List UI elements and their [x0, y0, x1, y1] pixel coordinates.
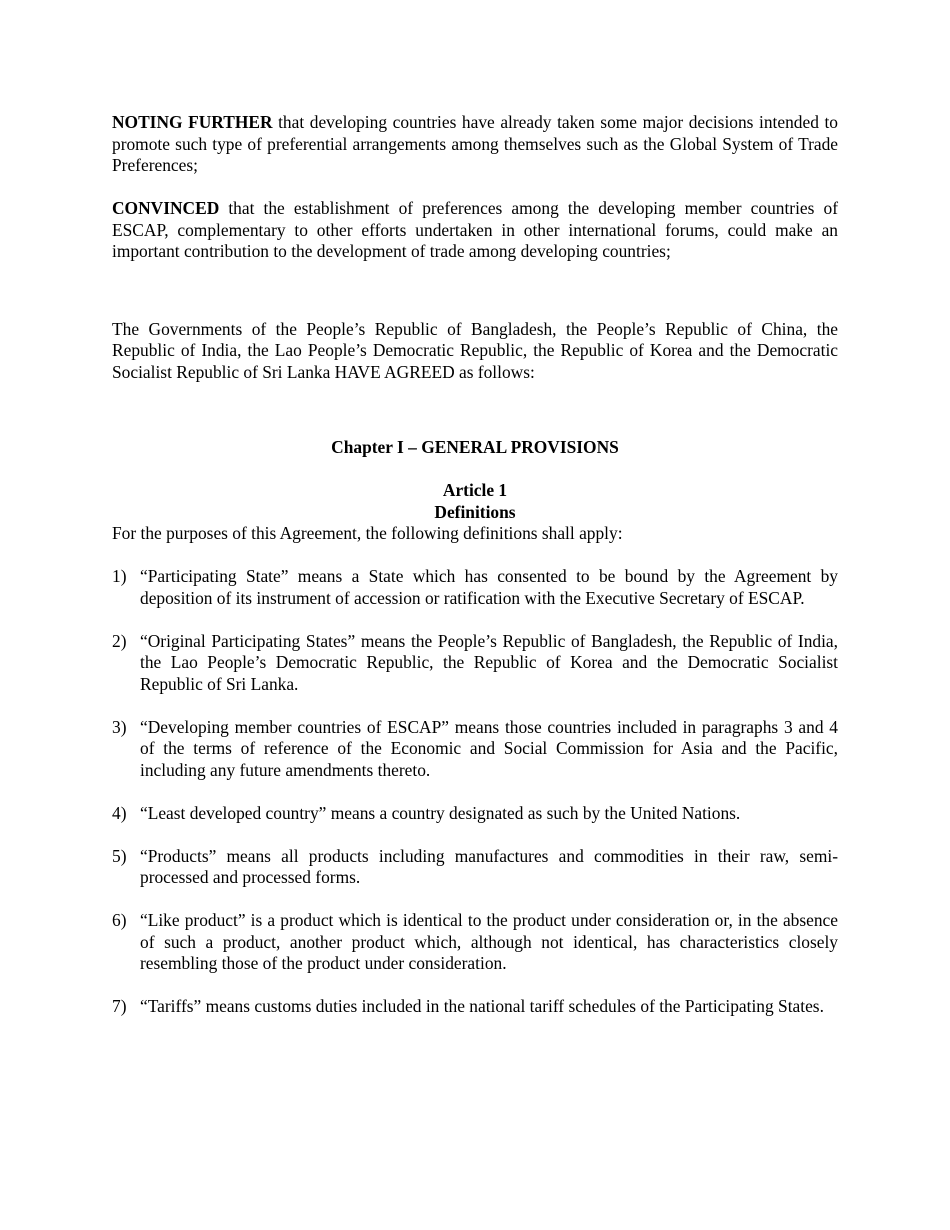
spacer	[112, 383, 838, 426]
article-title: Definitions	[434, 501, 516, 522]
definitions-list	[112, 566, 838, 1018]
document-page	[112, 112, 838, 1039]
definition-item	[112, 803, 838, 825]
definition-item	[112, 996, 838, 1018]
definition-text: “Developing member countries of ESCAP” means those countries included in paragraphs 3 and 4 of the terms of reference of the Economic and Social Commission for Asia and the Pacific, including any future amendments thereto.	[140, 716, 838, 780]
definition-number: 4)	[112, 802, 127, 823]
preamble-noting-further	[112, 112, 838, 177]
chapter-title: Chapter I – GENERAL PROVISIONS	[331, 437, 619, 457]
definition-number: 2)	[112, 630, 127, 651]
definition-text: “Participating State” means a State which has consented to be bound by the Agreement by deposition of its instrument of accession or ratification with the Executive Secretary of ESCAP.	[140, 566, 838, 608]
definition-item	[112, 846, 838, 889]
spacer	[112, 459, 838, 481]
preamble-text: that the establishment of preferences among the developing member countries of ESCAP, complementary to other efforts undertaken in other international forums, could make an important contribution to the development of trade among developing countries;	[112, 198, 838, 261]
definition-item	[112, 566, 838, 609]
definitions-intro: For the purposes of this Agreement, the following definitions shall apply:	[112, 523, 623, 543]
spacer	[112, 263, 838, 306]
spacer	[112, 177, 838, 199]
preamble-lead: NOTING FURTHER	[112, 112, 273, 132]
definition-item	[112, 631, 838, 696]
article-number: Article 1	[442, 480, 508, 500]
definition-text: “Like product” is a product which is identical to the product under consideration or, in the absence of such a product, another product which, although not identical, has characteristics closely resembling those of the product under consideration.	[140, 910, 838, 973]
definition-item	[112, 910, 838, 975]
definition-text: “Products” means all products including manufactures and commodities in their raw, semi-processed and processed forms.	[140, 845, 838, 887]
definition-text: “Least developed country” means a country designated as such by the United Nations.	[140, 802, 741, 823]
definition-item	[112, 717, 838, 782]
definition-number: 1)	[112, 566, 127, 586]
definition-number: 6)	[112, 910, 127, 930]
preamble-lead: CONVINCED	[112, 198, 220, 218]
definition-number: 7)	[112, 996, 127, 1016]
definition-number: 5)	[112, 845, 127, 866]
agreement-statement: The Governments of the People’s Republic of Bangladesh, the People’s Republic of China, the Republic of India, the Lao People’s Democratic Republic, the Republic of Korea and the Democratic Socialist Republic of Sri Lanka HAVE AGREED as follows:	[112, 318, 838, 382]
spacer	[112, 426, 838, 437]
definition-number: 3)	[112, 716, 127, 737]
definition-text: “Original Participating States” means the People’s Republic of Bangladesh, the Republic of India, the Lao People’s Democratic Republic, the Republic of Korea and the Democratic Socialist Republic of Sri Lanka.	[140, 630, 838, 694]
spacer	[112, 545, 838, 567]
spacer	[112, 306, 838, 319]
preamble-text: that developing countries have already taken some major decisions intended to promote such type of preferential arrangements among themselves such as the Global System of Trade Preferences;	[112, 112, 838, 175]
preamble-convinced	[112, 198, 838, 263]
definition-text: “Tariffs” means customs duties included in the national tariff schedules of the Participating States.	[140, 996, 824, 1016]
